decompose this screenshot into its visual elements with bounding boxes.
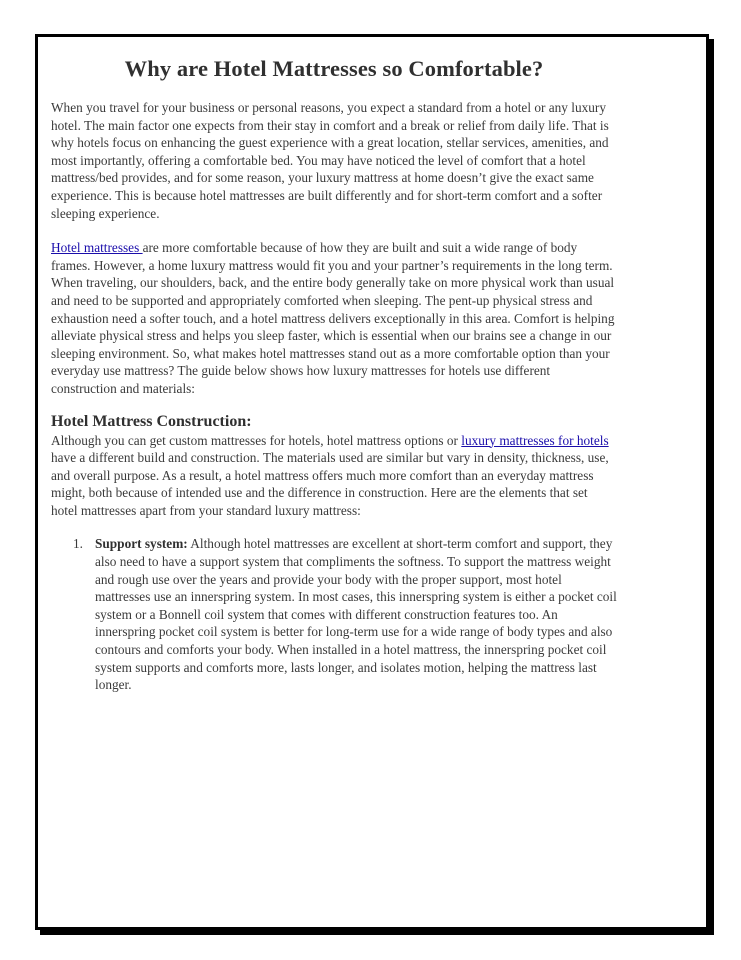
section-heading: Hotel Mattress Construction: [51, 412, 252, 430]
list-item-text: Although hotel mattresses are excellent at short-term comfort and support, they also need to have a support system that compliments the softness. To support the mattress weight and rough use over the years and provide your body with the proper support, most hotel mattresses use an innerspring system. In most cases, this innerspring system is either a pocket coil system or a Bonnell coil system that comes with different construction features too. An innerspring pocket coil system is better for long-term use for a wide range of body types and also contours and comforts your body. When installed in a hotel mattress, the innerspring pocket coil system supports and comforts more, lasts longer, and isolates motion, helping the mattress last longer. [95, 536, 617, 693]
list-item-term: Support system: [95, 536, 188, 552]
construction-text-before-link: Although you can get custom mattresses for hotels, hotel mattress options or [51, 432, 462, 448]
page-title: Why are Hotel Mattresses so Comfortable? [124, 56, 544, 81]
construction-list [51, 535, 617, 693]
comfort-paragraph-text: are more comfortable because of how they are built and suit a wide range of body frames. However, a home luxury mattress would fit you and your partner’s requirements in the long term. When traveling, our shoulders, back, and the entire body generally take on more physical work than usual and need to be supported and appropriately comforted when sleeping. The pent-up physical stress and exhaustion need a softer touch, and a hotel mattress delivers exceptionally in this area. Comfort is helping alleviate physical stress and helps you sleep faster, which is essential when our brains see a change in our sleeping environment. So, what makes hotel mattresses stand out as a more comfortable option than your everyday use mattress? The guide below shows how luxury mattresses for hotels use different construction and materials: [51, 240, 615, 396]
document-body [51, 54, 617, 694]
construction-paragraph [51, 432, 617, 520]
comfort-paragraph [51, 239, 617, 397]
luxury-mattresses-link[interactable]: luxury mattresses for hotels [461, 432, 609, 448]
construction-text-after-link: have a different build and construction. The materials used are similar but vary in density, thickness, use, and overall purpose. As a result, a hotel mattress offers much more comfort than an everyday mattress might, both because of intended use and the difference in construction. Here are the elements that set hotel mattresses apart from your standard luxury mattress: [51, 450, 609, 518]
list-item [73, 535, 617, 693]
hotel-mattresses-link[interactable]: Hotel mattresses [51, 240, 143, 256]
list-item-number: 1. [73, 536, 83, 552]
intro-paragraph: When you travel for your business or personal reasons, you expect a standard from a hotel or any luxury hotel. The main factor one expects from their stay in comfort and a break or relief from daily life. That is why hotels focus on enhancing the guest experience with a great location, stellar services, amenities, and most importantly, offering a comfortable bed. You may have noticed the level of comfort that a hotel mattress/bed provides, and for some reason, your luxury mattress at home doesn’t give the exact same experience. This is because hotel mattresses are built differently and for short-term comfort and a softer sleeping experience. [51, 100, 609, 221]
